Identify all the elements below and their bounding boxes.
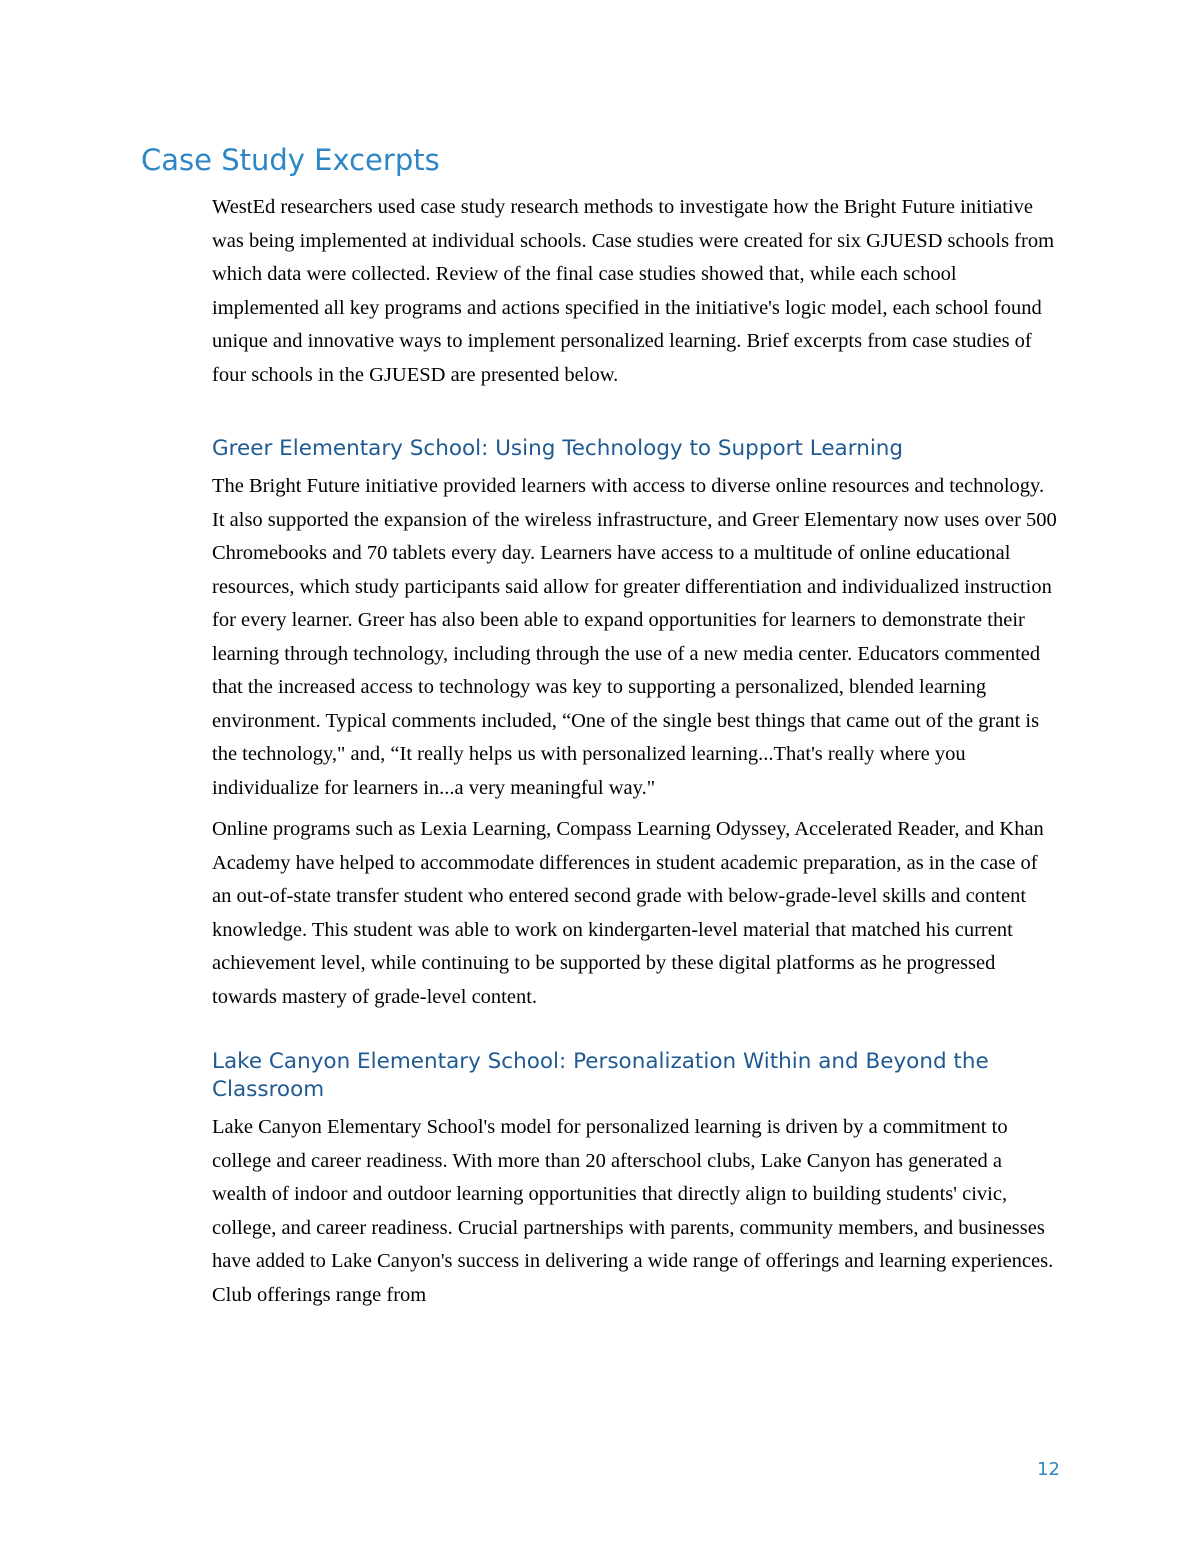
lake-canyon-heading: Lake Canyon Elementary School: Personalization Within and Beyond the Classroom: [212, 1049, 989, 1102]
page-number: 12: [1037, 1459, 1060, 1480]
greer-paragraph-1: The Bright Future initiative provided learners with access to diverse online resources and technology. It also supported the expansion of the wireless infrastructure, and Greer Elementary now uses over 500 Chromebooks and 70 tablets every day. Learners have access to a multitude of online educational resources, which study participants said allow for greater differentiation and individualized instruction for every learner. Greer has also been able to expand opportunities for learners to demonstrate their learning through technology, including through the use of a new media center. Educators commented that the increased access to technology was key to supporting a personalized, blended learning environment. Typical comments included, “One of the single best things that came out of the grant is the technology," and, “It really helps us with personalized learning...That's really where you individualize for learners in...a very meaningful way.": [212, 475, 1057, 799]
lake-canyon-paragraph-1: Lake Canyon Elementary School's model for personalized learning is driven by a commitment to college and career readiness. With more than 20 afterschool clubs, Lake Canyon has generated a wealth of indoor and outdoor learning opportunities that directly align to building students' civic, college, and career readiness. Crucial partnerships with parents, community members, and businesses have added to Lake Canyon's success in delivering a wide range of offerings and learning experiences. Club offerings range from: [212, 1116, 1054, 1306]
section-title: Case Study Excerpts: [141, 143, 440, 177]
greer-paragraph-2: Online programs such as Lexia Learning, Compass Learning Odyssey, Accelerated Reader, and Khan Academy have helped to accommodate differences in student academic preparation, as in the case of an out-of-state transfer student who entered second grade with below-grade-level skills and content knowledge. This student was able to work on kindergarten-level material that matched his current achievement level, while continuing to be supported by these digital platforms as he progressed towards mastery of grade-level content.: [212, 818, 1044, 1008]
intro-paragraph: WestEd researchers used case study research methods to investigate how the Bright Future initiative was being implemented at individual schools. Case studies were created for six GJUESD schools from which data were collected. Review of the final case studies showed that, while each school implemented all key programs and actions specified in the initiative's logic model, each school found unique and innovative ways to implement personalized learning. Brief excerpts from case studies of four schools in the GJUESD are presented below.: [212, 196, 1055, 386]
document-body: [212, 191, 1058, 1320]
greer-heading: Greer Elementary School: Using Technology to Support Learning: [212, 436, 904, 461]
